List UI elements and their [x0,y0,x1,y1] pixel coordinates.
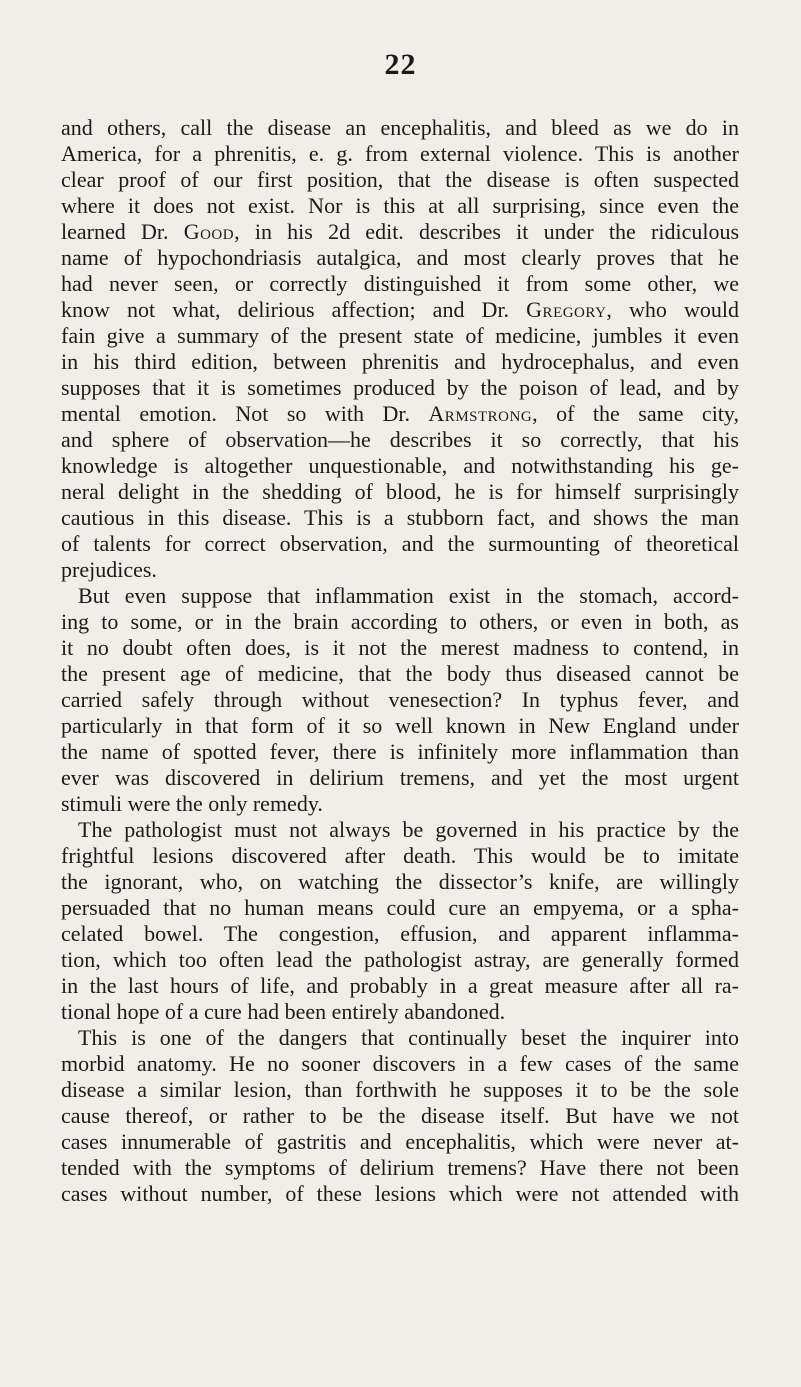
text-segment: , who would [606,297,740,322]
text-segment: mental emotion. Not so with Dr. [61,401,429,426]
text-segment: The pathologist must not always be governed in his practice by the [78,817,739,842]
text-segment: prejudices. [61,557,157,582]
text-segment: carried safely through without venesection? In typhus fever, and [61,687,739,712]
text-segment: in his third edition, between phrenitis and hydrocephalus, and even [61,349,739,374]
text-segment: the name of spotted fever, there is infinitely more inflammation than [61,739,739,764]
text-segment: tional hope of a cure had been entirely abandoned. [61,999,506,1024]
author-name: Armstrong [428,401,533,426]
text-segment: of talents for correct observation, and the surmounting of theoretical [61,531,739,556]
text-segment: disease a similar lesion, than forthwith he supposes it to be the sole [61,1077,739,1102]
text-line [61,219,739,245]
text-line [61,791,739,817]
text-line [61,271,739,297]
text-segment: celated bowel. The congestion, effusion, and apparent inflamma- [61,921,739,946]
page-number: 22 [384,48,417,81]
text-line [61,843,739,869]
text-line [61,349,739,375]
text-line [61,1103,739,1129]
text-line [61,973,739,999]
text-line [61,817,739,843]
text-segment: stimuli were the only remedy. [61,791,323,816]
text-line [61,661,739,687]
text-line [61,141,739,167]
text-line [61,921,739,947]
text-segment: where it does not exist. Nor is this at all surprising, since even the [61,193,739,218]
text-segment: frightful lesions discovered after death. This would be to imitate [61,843,739,868]
text-segment: knowledge is altogether unquestionable, and notwithstanding his ge- [61,453,739,478]
text-segment: cases without number, of these lesions which were not attended with [61,1181,739,1206]
text-line [61,609,739,635]
text-line [61,999,739,1025]
text-line [61,531,739,557]
text-segment: the present age of medicine, that the body thus diseased cannot be [61,661,739,686]
text-line [61,869,739,895]
text-line [61,713,739,739]
text-segment: , of the same city, [532,401,739,426]
text-segment: morbid anatomy. He no sooner discovers in a few cases of the same [61,1051,739,1076]
text-line [61,427,739,453]
text-line [61,245,739,271]
text-segment: fain give a summary of the present state of medicine, jumbles it even [61,323,739,348]
text-segment: know not what, delirious affection; and Dr. [61,297,527,322]
text-line [61,323,739,349]
text-line [61,765,739,791]
text-segment: persuaded that no human means could cure an empyema, or a spha- [61,895,739,920]
text-segment: This is one of the dangers that continually beset the inquirer into [78,1025,739,1050]
text-line [61,479,739,505]
text-segment: particularly in that form of it so well known in New England under [61,713,739,738]
text-line [61,193,739,219]
text-segment: and others, call the disease an encephalitis, and bleed as we do in [61,115,739,140]
text-segment: in the last hours of life, and probably in a great measure after all ra- [61,973,739,998]
text-line [61,453,739,479]
text-line [61,167,739,193]
author-name: Good [183,219,235,244]
text-segment: it no doubt often does, is it not the merest madness to contend, in [61,635,739,660]
text-line [61,1129,739,1155]
text-line [61,583,739,609]
text-line [61,1025,739,1051]
text-segment: cautious in this disease. This is a stubborn fact, and shows the man [61,505,739,530]
text-line [61,115,739,141]
body-text [61,115,739,1207]
text-segment: clear proof of our first position, that the disease is often suspected [61,167,739,192]
text-line [61,687,739,713]
text-segment: learned Dr. [61,219,184,244]
text-segment: tended with the symptoms of delirium tremens? Have there not been [61,1155,739,1180]
text-line [61,557,739,583]
text-segment: had never seen, or correctly distinguished it from some other, we [61,271,739,296]
text-segment: , in his 2d edit. describes it under the ridiculous [234,219,740,244]
text-line [61,1181,739,1207]
text-segment: America, for a phrenitis, e. g. from external violence. This is another [61,141,739,166]
text-segment: the ignorant, who, on watching the dissector’s knife, are willingly [61,869,739,894]
text-segment: and sphere of observation—he describes it so correctly, that his [61,427,739,452]
text-segment: name of hypochondriasis autalgica, and most clearly proves that he [61,245,739,270]
text-segment: cause thereof, or rather to be the disease itself. But have we not [61,1103,739,1128]
text-line [61,297,739,323]
text-line [61,739,739,765]
text-segment: But even suppose that inflammation exist in the stomach, accord- [78,583,739,608]
text-segment: neral delight in the shedding of blood, he is for himself surprisingly [61,479,739,504]
text-line [61,947,739,973]
text-line [61,895,739,921]
text-line [61,635,739,661]
text-segment: tion, which too often lead the pathologist astray, are generally formed [61,947,739,972]
text-line [61,1155,739,1181]
text-segment: supposes that it is sometimes produced by the poison of lead, and by [61,375,739,400]
text-segment: ing to some, or in the brain according to others, or even in both, as [61,609,739,634]
text-segment: ever was discovered in delirium tremens, and yet the most urgent [61,765,739,790]
text-line [61,375,739,401]
author-name: Gregory [526,297,607,322]
text-segment: cases innumerable of gastritis and encephalitis, which were never at- [61,1129,739,1154]
text-line [61,1051,739,1077]
text-line [61,505,739,531]
text-line [61,401,739,427]
text-line [61,1077,739,1103]
